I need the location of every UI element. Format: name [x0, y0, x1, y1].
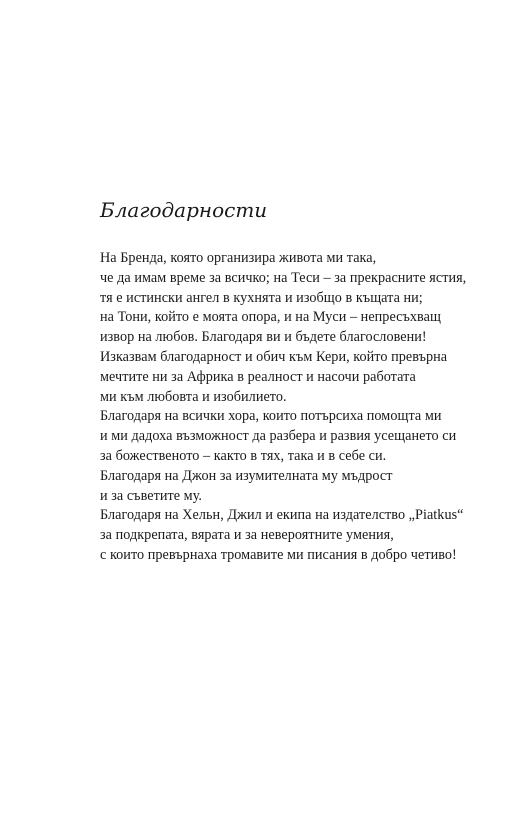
text-line-9: Благодаря на всички хора, които потърсиха помощта ми [100, 408, 442, 425]
text-line-15: за подкрепата, вярата и за невероятните умения, [100, 527, 394, 544]
text-line-5: извор на любов. Благодаря ви и бъдете благословени! [100, 329, 427, 346]
text-line-4: на Тони, който е моята опора, и на Муси – непресъхващ [100, 309, 441, 326]
text-line-10: и ми дадоха възможност да разбера и развия усещането си [100, 428, 457, 445]
acknowledgements-text [100, 249, 466, 566]
text-line-7: мечтите ни за Африка в реалност и насочи работата [100, 368, 416, 385]
text-line-16: с които превърнаха тромавите ми писания в добро четиво! [100, 546, 457, 563]
text-line-13: и за съветите му. [100, 487, 203, 504]
text-line-14: Благодаря на Хельн, Джил и екипа на издателство „Piatkus“ [100, 507, 464, 524]
text-line-1: На Бренда, която организира живота ми така, [100, 250, 377, 266]
page-title: Благодарности [100, 198, 268, 222]
text-line-2: че да имам време за всичко; на Теси – за прекрасните ястия, [100, 269, 467, 286]
text-line-8: ми към любовта и изобилието. [100, 388, 287, 405]
text-line-3: тя е истински ангел в кухнята и изобщо в къщата ни; [100, 289, 423, 306]
text-line-6: Изказвам благодарност и обич към Кери, който превърна [100, 348, 448, 365]
text-line-11: за божественото – както в тях, така и в себе си. [100, 447, 387, 464]
text-line-12: Благодаря на Джон за изумителната му мъдрост [100, 467, 393, 484]
